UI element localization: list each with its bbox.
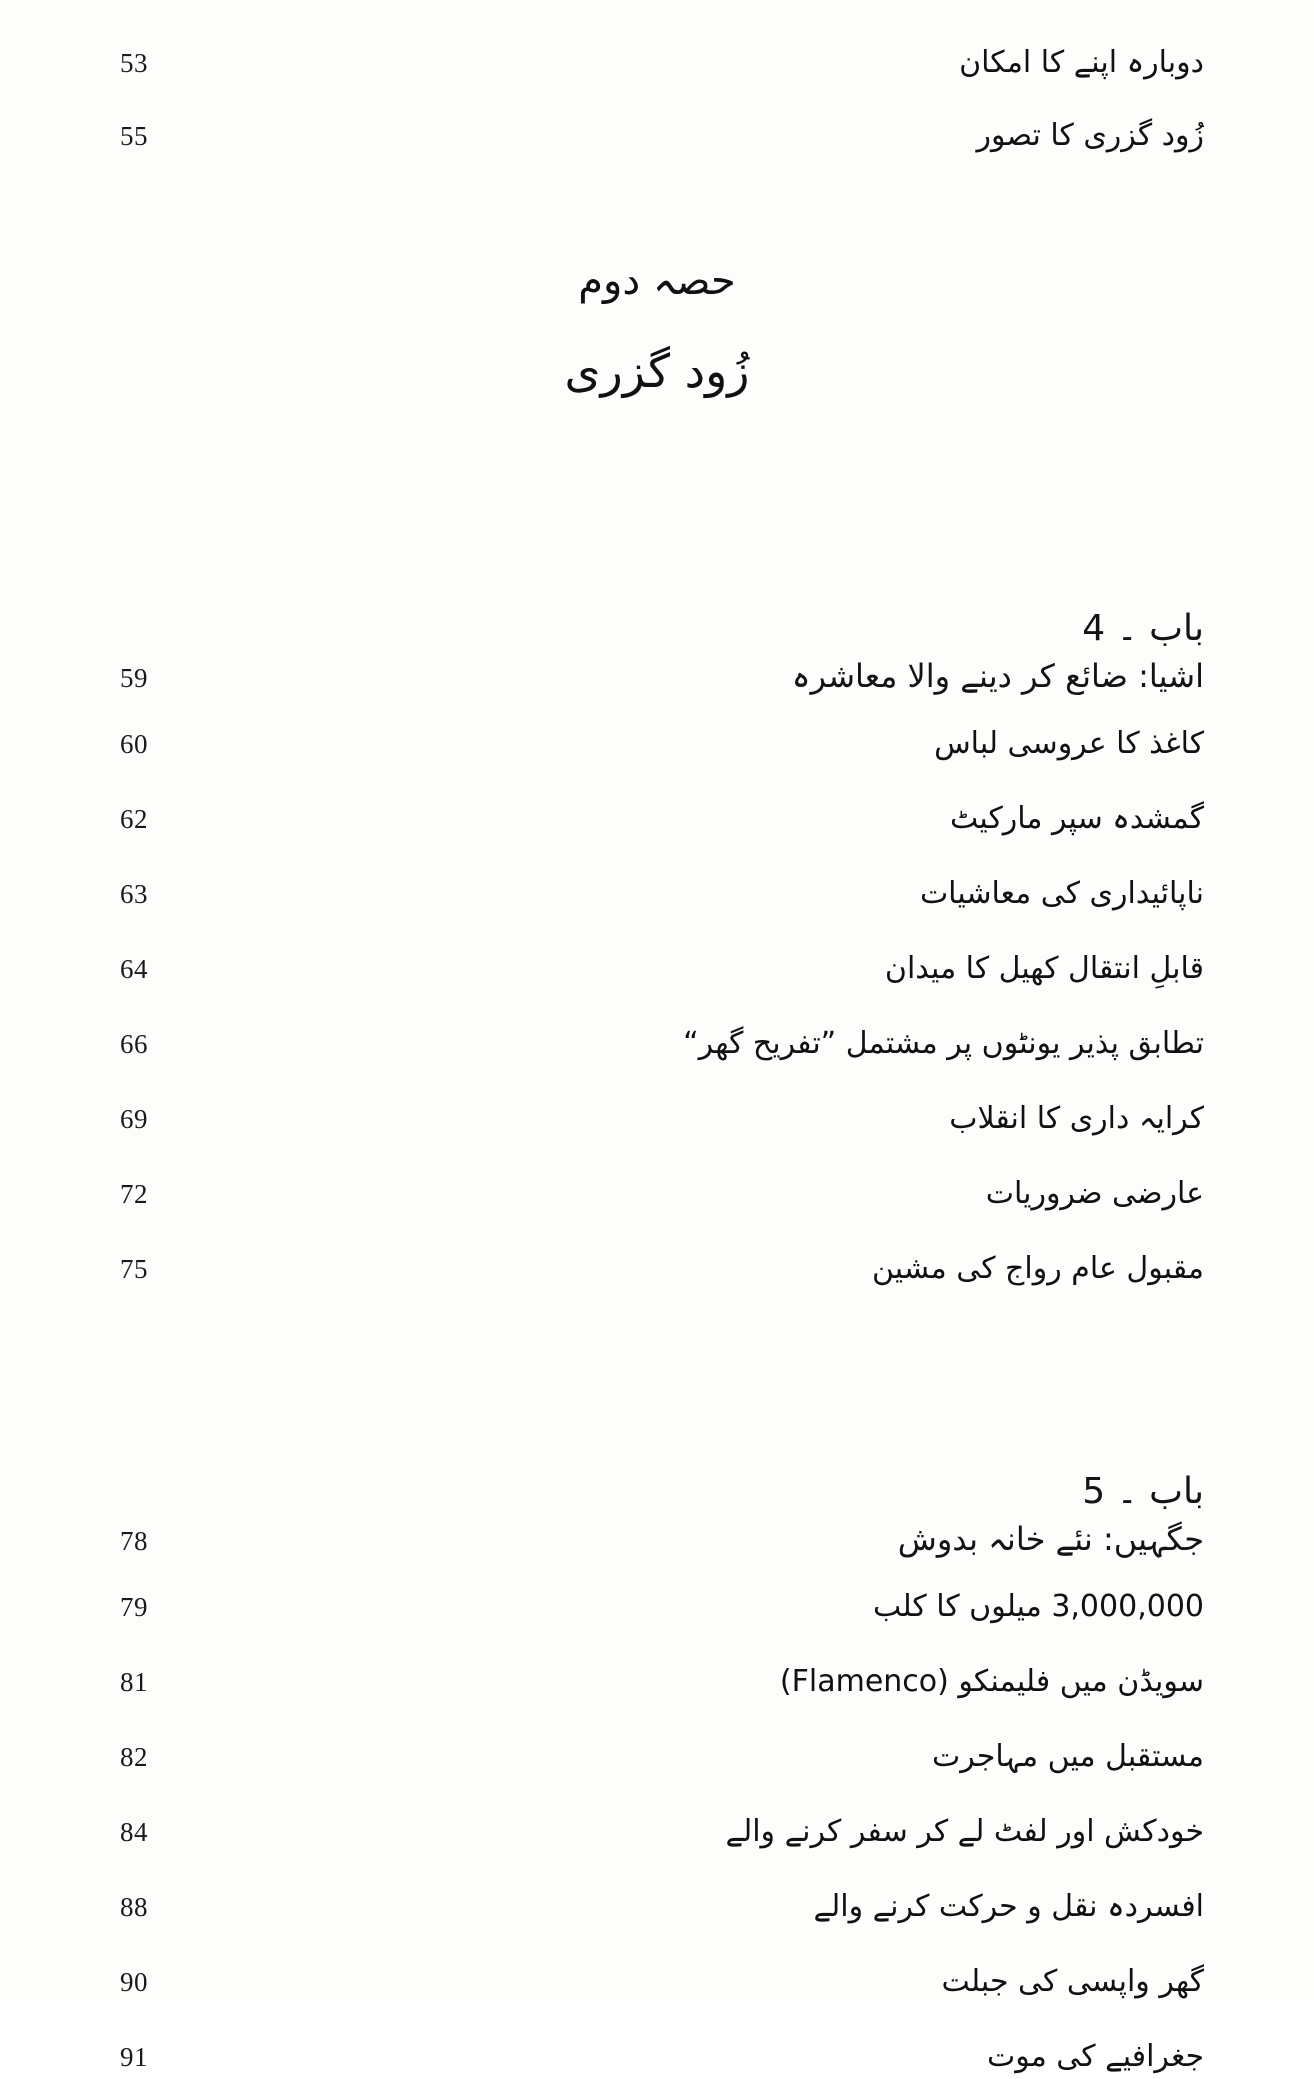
chapter-title: اشیا: ضائع کر دینے والا معاشرہ <box>791 657 1204 695</box>
entry-title: 3,000,000 میلوں کا کلب <box>873 1589 1204 1624</box>
page-number: 59 <box>120 663 148 693</box>
page-number: 75 <box>120 1254 148 1284</box>
toc-entry <box>0 1959 1314 2004</box>
toc-entry <box>0 1884 1314 1929</box>
top-entries-group <box>0 40 1314 158</box>
toc-entry <box>0 113 1314 158</box>
toc-entry <box>0 1246 1314 1291</box>
toc-entry <box>0 871 1314 916</box>
chapter-entries <box>0 1584 1314 2079</box>
toc-entry <box>0 796 1314 841</box>
toc-entry <box>0 40 1314 85</box>
page-number: 53 <box>120 48 148 78</box>
page-number: 55 <box>120 121 148 151</box>
page-number: 66 <box>120 1029 148 1059</box>
entry-title: زُود گزری کا تصور <box>976 118 1204 153</box>
chapter-heading-row <box>0 1471 1314 1512</box>
part-label: حصہ دوم <box>578 258 736 304</box>
page-number: 90 <box>120 1967 148 1997</box>
entry-title: عارضی ضروریات <box>985 1176 1204 1211</box>
chapter-label: باب ۔ 4 <box>1082 608 1204 649</box>
entry-title: مقبول عام رواج کی مشین <box>871 1251 1204 1286</box>
entry-title: کرایہ داری کا انقلاب <box>949 1101 1204 1136</box>
page-number: 72 <box>120 1179 148 1209</box>
entry-title: مستقبل میں مہاجرت <box>932 1739 1204 1774</box>
chapter-block <box>0 1471 1314 2079</box>
chapter-entries <box>0 721 1314 1291</box>
toc-entry <box>0 1096 1314 1141</box>
top-margin <box>0 0 1314 40</box>
chapter-title: جگہیں: نئے خانہ بدوش <box>897 1520 1204 1558</box>
page-number: 81 <box>120 1667 148 1697</box>
entry-title: دوبارہ اپنے کا امکان <box>959 45 1204 80</box>
entry-title: افسردہ نقل و حرکت کرنے والے <box>813 1889 1204 1924</box>
page-number: 60 <box>120 729 148 759</box>
toc-entry <box>0 2034 1314 2079</box>
toc-entry <box>0 1021 1314 1066</box>
chapter-block <box>0 608 1314 1291</box>
page-number: 79 <box>120 1592 148 1622</box>
chapter-label: باب ۔ 5 <box>1082 1471 1204 1512</box>
entry-title: گھر واپسی کی جبلت <box>941 1964 1204 1999</box>
entry-title: کاغذ کا عروسی لباس <box>934 726 1204 761</box>
chapter-title-row <box>0 1520 1314 1558</box>
part-title: زُود گزری <box>564 344 750 398</box>
page-number: 82 <box>120 1742 148 1772</box>
toc-entry <box>0 1171 1314 1216</box>
entry-title: گمشدہ سپر مارکیٹ <box>949 801 1204 836</box>
entry-title: جغرافیے کی موت <box>986 2039 1204 2074</box>
page-number: 63 <box>120 879 148 909</box>
entry-title: ناپائیداری کی معاشیات <box>919 876 1204 911</box>
entry-title: قابلِ انتقال کھیل کا میدان <box>884 951 1204 986</box>
page-number: 69 <box>120 1104 148 1134</box>
page-number: 91 <box>120 2042 148 2072</box>
page-number: 62 <box>120 804 148 834</box>
toc-entry <box>0 1734 1314 1779</box>
chapter-heading-row <box>0 608 1314 649</box>
chapter-title-row <box>0 657 1314 695</box>
page-number: 84 <box>120 1817 148 1847</box>
spacer <box>0 398 1314 548</box>
entry-title: سویڈن میں فلیمنکو (Flamenco) <box>779 1664 1204 1699</box>
entry-title: خودکش اور لفٹ لے کر سفر کرنے والے <box>725 1814 1204 1849</box>
toc-entry <box>0 721 1314 766</box>
toc-entry <box>0 1659 1314 1704</box>
page-number: 88 <box>120 1892 148 1922</box>
toc-entry <box>0 1809 1314 1854</box>
entry-title: تطابق پذیر یونٹوں پر مشتمل ”تفریح گھر“ <box>683 1026 1204 1061</box>
page-number: 64 <box>120 954 148 984</box>
toc-entry <box>0 946 1314 991</box>
spacer <box>0 1321 1314 1411</box>
page-number: 78 <box>120 1526 148 1556</box>
toc-entry <box>0 1584 1314 1629</box>
